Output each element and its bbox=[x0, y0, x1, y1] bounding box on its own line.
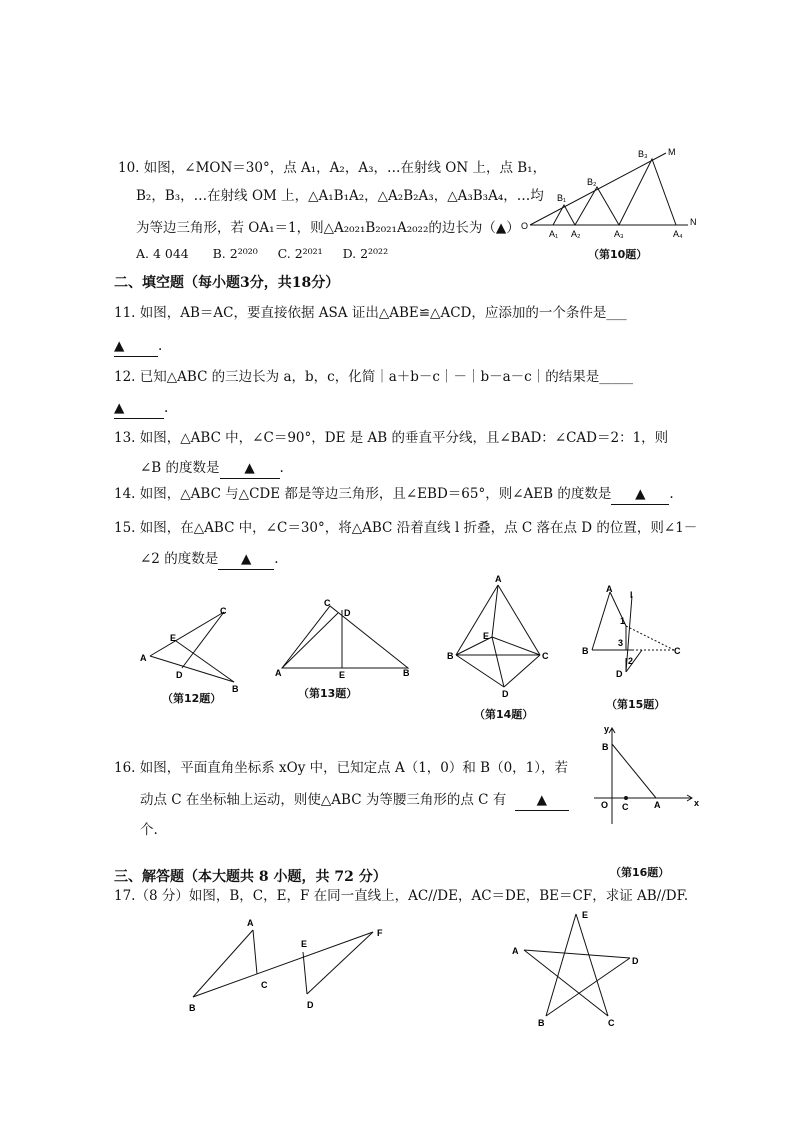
q12-text: 12. 已知△ABC 的三边长为 a，b，c，化简｜a＋b－c｜－｜b－a－c｜的结果是_____ bbox=[114, 369, 633, 385]
f13-label-a: A bbox=[275, 668, 282, 678]
figure-q10 bbox=[518, 145, 698, 245]
q16-answer: ▲ bbox=[515, 790, 569, 811]
f15-label-c: C bbox=[674, 646, 681, 656]
f14-label-c: C bbox=[542, 651, 549, 661]
f13-label-e: E bbox=[339, 670, 346, 680]
f16-label-y: y bbox=[604, 724, 610, 734]
f17b-label-a: A bbox=[512, 946, 519, 956]
f12-label-c: C bbox=[220, 606, 227, 616]
f10-label-n: N bbox=[690, 217, 697, 227]
q13-line2-text: ∠B 的度数是 bbox=[140, 460, 220, 476]
q12-answer: ▲ bbox=[114, 398, 164, 419]
figure-q17-b bbox=[508, 908, 638, 1028]
f15-label-a: A bbox=[606, 584, 613, 594]
q15-line1: 15. 如图，在△ABC 中，∠C＝30°，将△ABC 沿着直线 l 折叠，点 C 落在点 D 的位置，则∠1－ bbox=[114, 520, 698, 536]
figure-q14 bbox=[446, 573, 556, 703]
q10-option-a: A. 4 044 bbox=[136, 246, 189, 261]
section3-heading: 三、解答题（本大题共 8 小题，共 72 分） bbox=[114, 869, 387, 885]
q11-answer: ▲ bbox=[114, 336, 158, 357]
f10-label-a4: A₄ bbox=[673, 229, 683, 239]
f10-label-b1: B₁ bbox=[557, 193, 567, 203]
q15-line2-text: ∠2 的度数是 bbox=[140, 551, 219, 567]
f15-label-2: 2 bbox=[628, 656, 634, 666]
q15-line2: ∠2 的度数是 ▲ . bbox=[140, 549, 279, 570]
f10-label-m: M bbox=[668, 147, 676, 157]
figure-q17-a bbox=[185, 912, 390, 1022]
figure-q12 bbox=[140, 604, 250, 694]
q10-line3: 为等边三角形，若 OA₁＝1，则△A₂₀₂₁B₂₀₂₁A₂₀₂₂的边长为（▲） bbox=[136, 220, 520, 236]
f10-label-a3: A₃ bbox=[614, 229, 624, 239]
f15-label-3: 3 bbox=[618, 638, 624, 648]
f10-label-b2: B₂ bbox=[587, 177, 597, 187]
f17b-label-d: D bbox=[632, 956, 639, 966]
q11-answer-blank: ▲ . bbox=[114, 336, 162, 357]
f13-label-d: D bbox=[344, 608, 351, 618]
f16-label-a: A bbox=[654, 800, 661, 810]
f14-label-a: A bbox=[495, 574, 502, 584]
q12-caption: （第12题） bbox=[162, 692, 222, 705]
q10-option-b: B. 2²⁰²⁰ bbox=[212, 246, 258, 261]
q10-option-d: D. 2²⁰²² bbox=[342, 246, 389, 261]
q15-answer: ▲ bbox=[218, 549, 274, 570]
q13-answer: ▲ bbox=[220, 458, 280, 479]
q13-line1: 13. 如图，△ABC 中，∠C＝90°，DE 是 AB 的垂直平分线，且∠BAD：∠CAD＝2：1，则 bbox=[114, 430, 669, 446]
f13-label-c: C bbox=[324, 598, 331, 608]
f14-label-d: D bbox=[502, 689, 509, 699]
q16-line2 bbox=[140, 790, 569, 811]
q14-caption: （第14题） bbox=[474, 708, 534, 721]
figure-q15 bbox=[578, 584, 688, 680]
f12-label-b: B bbox=[232, 684, 239, 694]
f17b-label-b: B bbox=[538, 1018, 545, 1028]
f17a-label-c: C bbox=[261, 980, 268, 990]
q14-answer: ▲ bbox=[611, 484, 669, 505]
q13-caption: （第13题） bbox=[298, 687, 358, 700]
q16-line1: 16. 如图，平面直角坐标系 xOy 中，已知定点 A（1，0）和 B（0，1），若 bbox=[114, 760, 569, 776]
f10-label-b3: B₃ bbox=[638, 149, 648, 159]
q11-text: 11. 如图，AB＝AC，要直接依据 ASA 证出△ABE≌△ACD，应添加的一个条件是___ bbox=[114, 305, 627, 321]
figure-q16 bbox=[592, 724, 702, 830]
q14-line: 14. 如图，△ABC 与△CDE 都是等边三角形，且∠EBD＝65°，则∠AEB 的度数是 ▲ . bbox=[114, 484, 674, 505]
f16-label-b: B bbox=[602, 742, 609, 752]
f12-label-a: A bbox=[140, 653, 147, 663]
f12-label-e: E bbox=[170, 633, 177, 643]
f15-label-d: D bbox=[616, 669, 623, 679]
f14-label-e: E bbox=[483, 631, 490, 641]
f16-label-x: x bbox=[694, 798, 700, 808]
q13-line2: ∠B 的度数是 ▲ . bbox=[140, 458, 284, 479]
section2-heading: 二、填空题（每小题3分，共18分） bbox=[114, 275, 340, 291]
f17b-label-e: E bbox=[582, 910, 589, 920]
q10-caption: （第10题） bbox=[588, 248, 648, 261]
f17a-label-d: D bbox=[307, 1000, 314, 1010]
q10-options bbox=[136, 244, 388, 264]
f16-label-o: O bbox=[601, 800, 609, 810]
q16-line3: 个. bbox=[140, 822, 158, 838]
f17a-label-f: F bbox=[377, 928, 383, 938]
f15-label-b: B bbox=[582, 646, 589, 656]
f14-label-b: B bbox=[447, 651, 454, 661]
q10-line2: B₂，B₃，…在射线 OM 上，△A₁B₁A₂，△A₂B₂A₃，△A₃B₃A₄，…均 bbox=[136, 188, 544, 204]
f17b-label-c: C bbox=[608, 1018, 615, 1028]
q15-caption: （第15题） bbox=[606, 698, 666, 711]
f13-label-b: B bbox=[403, 668, 410, 678]
f17a-label-a: A bbox=[247, 918, 254, 928]
figure-q13 bbox=[272, 598, 417, 678]
q12-answer-blank: ▲ . bbox=[114, 398, 168, 419]
q16-caption: （第16题） bbox=[610, 866, 670, 879]
f10-label-a2: A₂ bbox=[571, 229, 581, 239]
q16-line2-text: 动点 C 在坐标轴上运动，则使△ABC 为等腰三角形的点 C 有 bbox=[140, 792, 507, 808]
f10-label-a1: A₁ bbox=[549, 229, 559, 239]
q14-text: 14. 如图，△ABC 与△CDE 都是等边三角形，且∠EBD＝65°，则∠AEB 的度数是 bbox=[114, 486, 612, 502]
f12-label-d: D bbox=[176, 670, 183, 680]
q10-option-c: C. 2²⁰²¹ bbox=[277, 246, 323, 261]
f10-label-o: O bbox=[521, 221, 529, 231]
f17a-label-b: B bbox=[189, 1003, 196, 1013]
f15-label-l: l bbox=[630, 590, 633, 600]
f17a-label-e: E bbox=[301, 939, 308, 949]
q10-line1: 10. 如图，∠MON＝30°，点 A₁，A₂，A₃，…在射线 ON 上，点 B₁， bbox=[118, 160, 547, 176]
f15-label-1: 1 bbox=[620, 616, 626, 626]
q17-text: 17.（8 分）如图，B，C，E，F 在同一直线上，AC//DE，AC＝DE，BE＝CF，求证 AB//DF. bbox=[114, 888, 689, 904]
f16-label-c: C bbox=[622, 802, 629, 812]
